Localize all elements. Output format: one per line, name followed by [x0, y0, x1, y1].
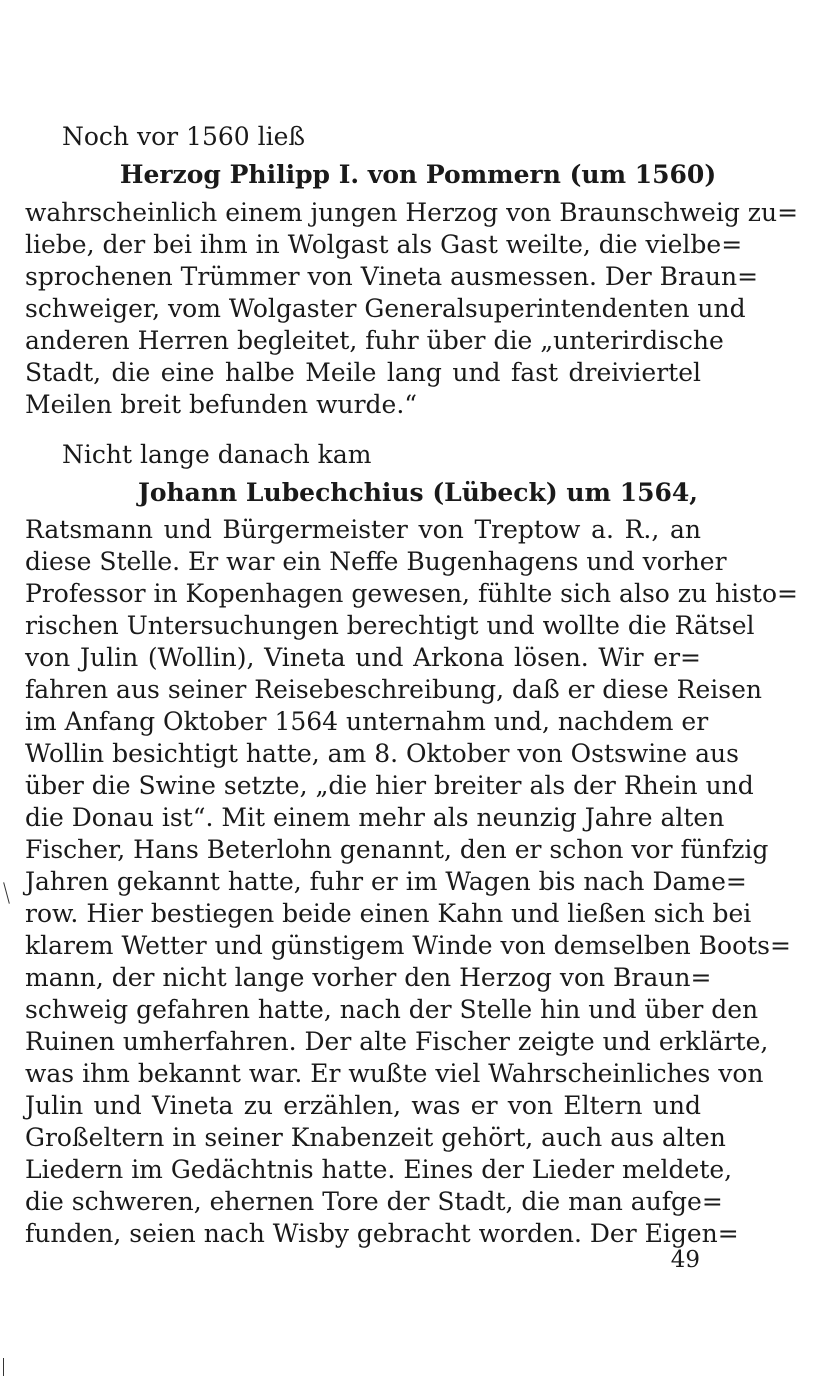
text-line: Julin und Vineta zu erzählen, was er von Eltern und — [25, 1091, 701, 1120]
text-line: Ratsmann und Bürgermeister von Treptow a. R., an — [25, 515, 701, 544]
text-line: schweig gefahren hatte, nach der Stelle hin und über den — [25, 995, 759, 1024]
section1-intro: Noch vor 1560 ließ — [62, 122, 306, 151]
text-line: Fischer, Hans Beterlohn genannt, den er schon vor fünfzig — [25, 835, 769, 864]
text-line: Großeltern in seiner Knabenzeit gehört, auch aus alten — [25, 1123, 726, 1152]
text-line: Stadt, die eine halbe Meile lang und fast dreiviertel — [25, 358, 701, 387]
text-line: Liedern im Gedächtnis hatte. Eines der Lieder meldete, — [25, 1155, 733, 1184]
text-line: über die Swine setzte, „die hier breiter als der Rhein und — [25, 771, 754, 800]
text-line: Jahren gekannt hatte, fuhr er im Wagen bis nach Dame= — [25, 867, 747, 896]
text-line: die Donau ist“. Mit einem mehr als neunzig Jahre alten — [25, 803, 725, 832]
text-line: Professor in Kopenhagen gewesen, fühlte sich also zu histo= — [25, 579, 798, 608]
text-line: Ruinen umherfahren. Der alte Fischer zeigte und erklärte, — [25, 1027, 769, 1056]
text-line: fahren aus seiner Reisebeschreibung, daß er diese Reisen — [25, 675, 763, 704]
scan-mark — [3, 882, 10, 904]
text-line: was ihm bekannt war. Er wußte viel Wahrscheinliches von — [25, 1059, 764, 1088]
scan-mark — [3, 1358, 4, 1376]
text-line: sprochenen Trümmer von Vineta ausmessen. Der Braun= — [25, 262, 759, 291]
text-line: wahrscheinlich einem jungen Herzog von Braunschweig zu= — [25, 198, 799, 227]
section1-heading: Herzog Philipp I. von Pommern (um 1560) — [119, 160, 717, 189]
text-line: rischen Untersuchungen berechtigt und wollte die Rätsel — [25, 611, 755, 640]
text-line: anderen Herren begleitet, fuhr über die „unterirdische — [25, 326, 724, 355]
text-line: funden, seien nach Wisby gebracht worden. Der Eigen= — [25, 1219, 739, 1248]
text-line: klarem Wetter und günstigem Winde von demselben Boots= — [25, 931, 791, 960]
text-line: die schweren, ehernen Tore der Stadt, die man aufge= — [25, 1187, 723, 1216]
text-line: von Julin (Wollin), Vineta und Arkona lösen. Wir er= — [25, 643, 701, 672]
text-line: mann, der nicht lange vorher den Herzog von Braun= — [25, 963, 712, 992]
section2-intro: Nicht lange danach kam — [62, 440, 372, 469]
text-line: diese Stelle. Er war ein Neffe Bugenhagens und vorher — [25, 547, 727, 576]
text-line: Meilen breit befunden wurde.“ — [25, 390, 418, 419]
text-line: row. Hier bestiegen beide einen Kahn und ließen sich bei — [25, 899, 752, 928]
text-line: schweiger, vom Wolgaster Generalsuperintendenten und — [25, 294, 746, 323]
text-line: Wollin besichtigt hatte, am 8. Oktober von Ostswine aus — [25, 739, 739, 768]
text-line: liebe, der bei ihm in Wolgast als Gast weilte, die vielbe= — [25, 230, 743, 259]
page-number: 49 — [670, 1247, 700, 1273]
text-line: im Anfang Oktober 1564 unternahm und, nachdem er — [25, 707, 709, 736]
section2-heading: Johann Lubechchius (Lübeck) um 1564, — [138, 478, 698, 507]
